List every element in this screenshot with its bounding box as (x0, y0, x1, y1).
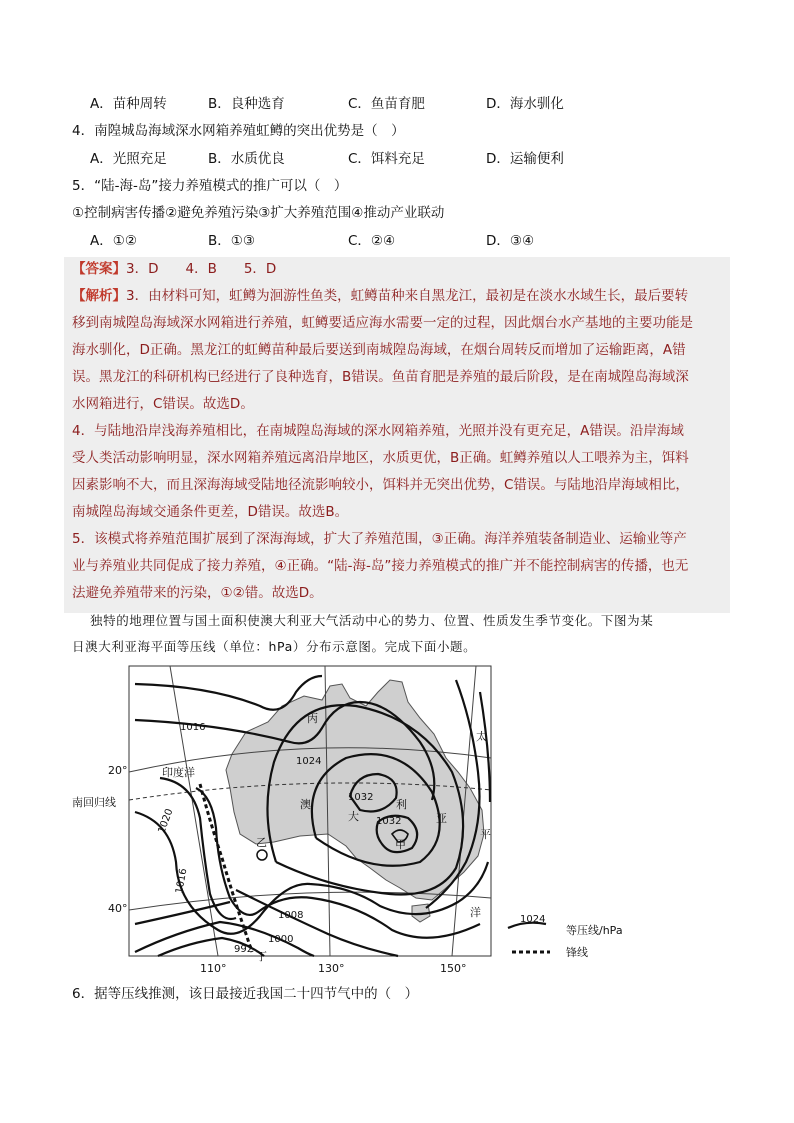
q5-option-b: B．①③ (208, 233, 255, 249)
analysis-line-4: 误。黑龙江的科研机构已经进行了良种选育，B错误。鱼苗育肥是养殖的最后阶段，是在南城隍岛海域深 (72, 369, 689, 385)
place-yang: 洋 (470, 906, 481, 919)
analysis-line-9: 南城隍岛海域交通条件更差，D错误。故选B。 (72, 504, 349, 520)
q3-option-c: C．鱼苗育肥 (348, 96, 425, 112)
isobar-label-1020: 1020 (156, 807, 176, 836)
isobar-label-1008: 1008 (278, 910, 304, 921)
isobar-1008b (236, 890, 398, 956)
q4-option-b: B．水质优良 (208, 151, 285, 167)
place-ping: 平 (480, 828, 491, 841)
place-ya: 亚 (436, 812, 447, 825)
analysis-line-8: 因素影响不大，而且深海海域受陆地径流影响较小，饵料并无突出优势，C错误。与陆地沿岸海域相比， (72, 477, 689, 493)
analysis-line-1: 【解析】3．由材料可知，虹鳟为洄游性鱼类，虹鳟苗种来自黑龙江，最初是在淡水水域生长，最后要转 (72, 288, 689, 304)
analysis-line-3: 海水驯化，D正确。黑龙江的虹鳟苗种最后要送到南城隍岛海域，在烟台周转反而增加了运输距离，A错 (72, 342, 686, 358)
lon-label-130: 130° (318, 962, 345, 975)
q4-option-c: C．饵料充足 (348, 151, 425, 167)
q5-choices: ①控制病害传播②避免养殖污染③扩大养殖范围④推动产业联动 (72, 205, 445, 221)
q3-option-a: A．苗种周转 (90, 96, 167, 112)
place-jia: 甲 (395, 838, 406, 851)
q4-options (90, 150, 564, 168)
answer-tag: 【答案】 (72, 261, 126, 277)
place-da: 大 (348, 810, 359, 823)
australia-landmass (226, 680, 484, 900)
place-indian-ocean: 印度洋 (162, 766, 195, 779)
isobar-label-1000: 1000 (268, 934, 294, 945)
q4-option-a: A．光照充足 (90, 151, 167, 167)
answer-text: 3．D 4．B 5．D (126, 261, 277, 277)
analysis-line-10: 5．该模式将养殖范围扩展到了深海海域，扩大了养殖范围，③正确。海洋养殖装备制造业、运输业等产 (72, 531, 687, 547)
q5-option-c: C．②④ (348, 233, 396, 249)
analysis-tag: 【解析】 (72, 288, 126, 304)
lat-label-40: 40° (108, 902, 128, 915)
map-legend (508, 914, 623, 959)
q5-option-d: D．③④ (486, 233, 535, 249)
lat-label-tropic: 南回归线 (72, 796, 116, 809)
q3-option-b: B．良种选育 (208, 96, 285, 112)
isobar-right-b (480, 692, 490, 802)
isobar-label-1016-top: 1016 (180, 722, 206, 733)
isobar-label-1032-a: 1032 (348, 792, 374, 803)
lon-label-150: 150° (440, 962, 467, 975)
place-ding: 丁 (256, 950, 267, 963)
answer-line (72, 256, 276, 282)
legend-front-label: 锋线 (566, 946, 588, 959)
isobar-label-1016-left: 1016 (174, 867, 190, 895)
place-tai: 太 (476, 730, 487, 743)
place-ao: 澳 (300, 798, 311, 811)
analysis-line-6: 4．与陆地沿岸浅海养殖相比，在南城隍岛海域的深水网箱养殖，光照并没有更充足，A错误。沿岸海域 (72, 423, 684, 439)
place-li: 利 (396, 798, 407, 811)
isobar-label-1032-b: 1032 (376, 816, 402, 827)
isobar-1008 (135, 902, 230, 924)
lon-label-110: 110° (200, 962, 227, 975)
meridian-110 (170, 666, 218, 956)
analysis-line-11: 业与养殖业共同促成了接力养殖，④正确。“陆-海-岛”接力养殖模式的推广并不能控制病害的传播，也无 (72, 558, 689, 574)
q5-options (90, 232, 534, 250)
q3-option-d: D．海水驯化 (486, 96, 564, 112)
analysis-line-2: 移到南城隍岛海域深水网箱进行养殖，虹鳟要适应海水需要一定的过程，因此烟台水产基地的主要功能是 (72, 315, 693, 331)
q5-option-a: A．①② (90, 233, 137, 249)
q3-options (90, 95, 564, 113)
legend-isobar-sample-value: 1024 (520, 914, 546, 925)
isobar-label-992: 992 (234, 944, 254, 955)
q5-stem: 5．“陆-海-岛”接力养殖模式的推广可以（ ） (72, 178, 348, 194)
analysis-line-12: 法避免养殖带来的污染，①②错。故选D。 (72, 585, 323, 601)
isobar-map (60, 662, 660, 980)
q4-stem: 4．南隍城岛海域深水网箱养殖虹鳟的突出优势是（ ） (72, 123, 405, 139)
legend-isobar-label: 等压线/hPa (566, 924, 623, 937)
q6-stem: 6．据等压线推测，该日最接近我国二十四节气中的（ ） (72, 986, 419, 1002)
analysis-line-5: 水网箱进行，C错误。故选D。 (72, 396, 254, 412)
intro-line-2: 日澳大利亚海平面等压线（单位：hPa）分布示意图。完成下面小题。 (72, 639, 477, 654)
q4-option-d: D．运输便利 (486, 151, 564, 167)
intro-line-1: 独特的地理位置与国土面积使澳大利亚大气活动中心的势力、位置、性质发生季节变化。下图为某 (90, 613, 654, 628)
lat-label-20: 20° (108, 764, 128, 777)
point-yi-marker (257, 850, 267, 860)
place-bing: 丙 (307, 712, 318, 725)
analysis-line-7: 受人类活动影响明显，深水网箱养殖远离沿岸地区，水质更优，B正确。虹鳟养殖以人工喂养为主，饵料 (72, 450, 689, 466)
isobar-label-1024: 1024 (296, 756, 322, 767)
place-yi: 乙 (256, 836, 267, 849)
